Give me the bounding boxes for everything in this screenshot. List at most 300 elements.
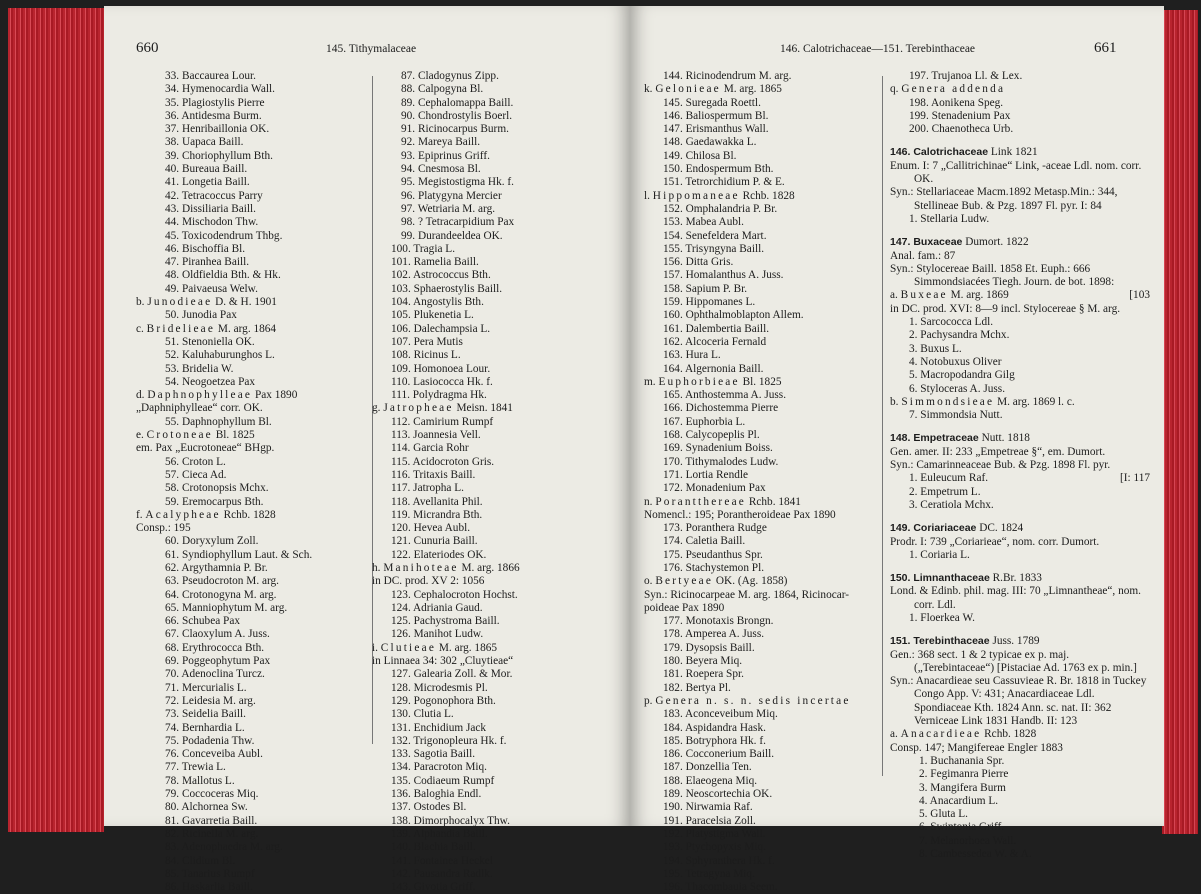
entry-text: 44. Mischodon Thw. [165,216,259,229]
entry-line [136,682,376,695]
entry-text: 73. Seidelia Baill. [165,708,246,721]
entry-text: 106. Dalechampsia L. [391,322,491,335]
entry-text: Rchb. 1841 [748,495,801,508]
entry-text: 82. Ricinella M. arg. [165,827,259,840]
entry-line [890,123,1150,136]
entry-text: 139. Alphandia Baill. [391,827,488,840]
entry-text: 177. Monotaxis Brongn. [663,615,774,628]
entry-text: 198. Aonikena Speg. [909,96,1004,109]
family-name: 146. Calotrichaceae [890,146,989,159]
entry-text: 90. Chondrostylis Boerl. [401,109,513,122]
entry-line [890,821,1150,834]
entry-line [372,735,624,748]
entry-line [136,482,376,495]
entry-line [644,522,884,535]
entry-line [890,848,1150,861]
page-edges-right [1162,10,1198,834]
entry-text: 132. Trigonopleura Hk. f. [391,734,507,747]
entry-text: Syn.: Stellariaceae Macm.1892 Metasp.Min.: 344, Stellineae Bub. & Pzg. 1897 Fl. pyr. I: 84 [890,186,1118,212]
entry-line [644,136,884,149]
entry-text: 186. Cocconerium Baill. [663,748,775,761]
entry-line [890,795,1150,808]
entry-text: 67. Claoxylum A. Juss. [165,628,270,641]
entry-line [372,442,624,455]
entry-text: Lond. & Edinb. phil. mag. III: 70 „Limnantheae“, nom. corr. Ldl. [890,585,1141,611]
entry-line [136,575,376,588]
entry-line [372,615,624,628]
entry-line [890,356,1150,369]
entry-text: 183. Aconceveibum Miq. [663,708,778,721]
entry-text: 137. Ostodes Bl. [391,801,467,814]
entry-line [644,283,884,296]
entry-line [372,509,624,522]
entry-text: 7. Simmondsia Nutt. [909,409,1003,422]
entry-text: D. & H. 1901 [215,296,277,309]
page-number: 660 [136,40,159,56]
entry-line [136,496,376,509]
entry-text: 84. Clidium Bl. [165,854,236,867]
entry-text: 121. Cunuria Baill. [391,535,478,548]
entry-text: 172. Monadenium Pax [663,482,766,495]
entry-line [890,110,1150,123]
entry-text: in Linnaea 34: 302 „Cluytieae“ [372,655,514,668]
entry-line [644,841,884,854]
entry-line [372,575,624,588]
entry-line [136,748,376,761]
entry-line [136,309,376,322]
entry-line [372,216,624,229]
entry-line [890,835,1150,848]
entry-line [644,97,884,110]
entry-text: 140. Blachia Baill. [391,841,476,854]
entry-text: 1. Stellaria Ludw. [909,212,990,225]
entry-line [136,469,376,482]
entry-line [136,761,376,774]
entry-line [644,881,884,894]
entry-line [372,363,624,376]
entry-line [890,649,1150,676]
entry-line [136,522,376,535]
entry-line [372,243,624,256]
tribe-name: Junodieae [147,296,213,309]
entry-text: 119. Micrandra Bth. [391,508,483,521]
entry-line [644,402,884,415]
right-page [630,6,1164,894]
entry-text: 66. Schubea Pax [165,615,240,628]
entry-line [644,296,884,309]
entry-line [372,429,624,442]
entry-text: 50. Junodia Pax [165,309,237,322]
entry-text: 64. Crotonogyna M. arg. [165,588,277,601]
entry-text: Anal. fam.: 87 [890,249,956,262]
tribe-letter: m. [644,375,656,388]
entry-text: DC. 1824 [979,522,1024,535]
entry-line [372,628,624,641]
entry-text: 2. Empetrum L. [909,485,981,498]
tribe-heading [644,190,884,203]
entry-text: 114. Garcia Rohr [391,442,469,455]
entry-line [136,735,376,748]
entry-text: Pax 1890 [254,389,298,402]
entry-text: 138. Dimorphocalyx Thw. [391,814,510,827]
entry-line [644,668,884,681]
entry-line [644,868,884,881]
entry-text: 40. Bureaua Baill. [165,163,248,176]
entry-line [136,336,376,349]
tribe-letter: a. [890,728,898,741]
entry-line [136,828,376,841]
left-page [104,6,630,894]
entry-text: 96. Platygyna Mercier [401,189,502,202]
entry-line [890,329,1150,342]
entry-text: 4. Anacardium L. [919,794,999,807]
entry-text: Link 1821 [990,146,1038,159]
entry-line [372,881,624,894]
entry-text: 8. Cambessedea W. & A. [919,848,1032,861]
entry-line [644,482,884,495]
entry-text: 69. Poggeophytum Pax [165,655,271,668]
entry-line [136,642,376,655]
tribe-letter: i. [372,641,378,654]
tribe-heading [890,396,1150,409]
entry-text: Gen.: 368 sect. 1 & 2 typicae ex p. maj. („Terebintaceae“) [Pistaciae Ad. 1763 ex p. min.] [890,648,1137,674]
entry-line [372,283,624,296]
entry-line [136,70,376,83]
entry-text: 48. Oldfieldia Bth. & Hk. [165,269,281,282]
tribe-letter: l. [644,189,650,202]
entry-text: 127. Galearia Zoll. & Mor. [391,668,513,681]
entry-line [644,349,884,362]
entry-text: 6. Swintonia Griff. [919,821,1005,834]
entry-text: 98. ? Tetracarpidium Pax [401,216,515,229]
entry-text: 41. Longetia Baill. [165,176,250,189]
entry-line [372,748,624,761]
entry-text: Syn.: Camarinneaceae Bub. & Pzg. 1898 Fl. pyr. [890,459,1111,472]
entry-line [372,456,624,469]
entry-text: 135. Codiaeum Rumpf [391,774,495,787]
entry-text: 193. Ptychopyxis Miq. [663,841,766,854]
entry-line [136,123,376,136]
entry-line [372,682,624,695]
entry-text: 42. Tetracoccus Parry [165,189,263,202]
tribe-heading [644,376,884,389]
entry-text: Bl. 1825 [742,375,782,388]
entry-line [644,203,884,216]
tribe-heading [136,429,376,442]
entry-text: 143. Givotia Griff. [391,881,476,894]
entry-line [890,486,1150,499]
line-continuation: [I: 117 [1119,472,1150,485]
entry-text: 76. Conceveiba Aubl. [165,748,263,761]
entry-text: Bl. 1825 [215,429,255,442]
family-name: 148. Empetraceae [890,432,979,445]
entry-line [644,602,884,615]
entry-line [644,469,884,482]
entry-line [136,283,376,296]
entry-line [890,383,1150,396]
entry-line [136,349,376,362]
entry-text: 3. Buxus L. [909,342,962,355]
entry-text: 5. Gluta L. [919,808,968,821]
entry-line [372,389,624,402]
entry-line [136,775,376,788]
family-heading [890,635,1150,648]
entry-text: 166. Dichostemma Pierre [663,402,779,415]
entry-text: 192. Platystigma Wall. [663,827,766,840]
entry-line [136,176,376,189]
entry-text: 49. Paivaeusa Welw. [165,282,258,295]
entry-line [136,190,376,203]
entry-text: 181. Roepera Spr. [663,668,744,681]
entry-line [644,642,884,655]
entry-line [890,409,1150,422]
entry-text: 94. Cnesmosa Bl. [401,163,481,176]
entry-line [372,815,624,828]
entry-text: 56. Croton L. [165,455,226,468]
line-continuation: [103 [1129,289,1150,302]
entry-line [372,855,624,868]
entry-line [644,456,884,469]
entry-text: 160. Ophthalmoblapton Allem. [663,309,804,322]
tribe-name: Genera n. s. n. sedis incertae [655,694,851,707]
tribe-letter: h. [372,561,381,574]
family-heading [890,432,1150,445]
tribe-letter: f. [136,508,143,521]
entry-line [372,841,624,854]
entry-line [644,442,884,455]
entry-line [136,216,376,229]
entry-line [644,628,884,641]
entry-text: 200. Chaenotheca Urb. [909,123,1014,136]
entry-text: 149. Chilosa Bl. [663,149,737,162]
entry-text: 100. Tragia L. [391,242,456,255]
entry-text: Juss. 1789 [992,635,1040,648]
entry-line [136,695,376,708]
entry-line [136,376,376,389]
entry-text: 196. Thacombauia Seem. [663,881,778,894]
entry-text: Consp.: 195 [136,522,191,535]
entry-text: 168. Calycopeplis Pl. [663,429,760,442]
entry-text: Nutt. 1818 [981,432,1030,445]
entry-text: 78. Mallotus L. [165,774,235,787]
entry-text: 97. Wetriaria M. arg. [401,202,496,215]
entry-text: 199. Stenadenium Pax [909,109,1011,122]
entry-text: 117. Jatropha L. [391,482,464,495]
entry-line [136,602,376,615]
tribe-letter: g. [372,402,381,415]
entry-text: 95. Megistostigma Hk. f. [401,176,514,189]
entry-text: 173. Poranthera Rudge [663,522,767,535]
tribe-heading [372,642,624,655]
entry-text: Syn.: Stylocereae Baill. 1858 Et. Euph.: 666 Simmondsiacées Tiegh. Journ. de bot. 1898: [890,262,1115,289]
tribe-letter: e. [136,429,144,442]
entry-text: 176. Stachystemon Pl. [663,561,765,574]
tribe-letter: p. [644,694,653,707]
family-name: 150. Limnanthaceae [890,572,990,585]
tribe-letter: d. [136,389,145,402]
entry-text: Rchb. 1828 [223,508,276,521]
entry-text: in DC. prod. XV 2: 1056 [372,575,485,588]
tribe-heading [136,323,376,336]
entry-line [890,742,1150,755]
family-name: 149. Coriariaceae [890,522,977,535]
entry-line [136,655,376,668]
entry-line [890,549,1150,562]
entry-text: 33. Baccaurea Lour. [165,70,256,82]
entry-line [644,615,884,628]
entry-text: 1. Coriaria L. [909,548,970,561]
entry-line [644,535,884,548]
entry-line [372,376,624,389]
entry-text: 59. Eremocarpus Bth. [165,495,264,508]
entry-line [372,349,624,362]
entry-text: 103. Sphaerostylis Baill. [391,282,503,295]
entry-text: 74. Bernhardia L. [165,721,245,734]
page-number: 661 [1094,40,1117,56]
tribe-letter: k. [644,83,653,96]
entry-text: 126. Manihot Ludw. [391,628,484,641]
entry-line [644,389,884,402]
entry-text: 150. Endospermum Bth. [663,163,774,176]
entry-text: 2. Pachysandra Mchx. [909,329,1010,342]
entry-text: 184. Aspidandra Hask. [663,721,766,734]
entry-line [372,496,624,509]
entry-line [372,801,624,814]
entry-text: M. arg. 1866 [461,561,520,574]
entry-text: 169. Synadenium Boiss. [663,442,773,455]
entry-line [136,615,376,628]
tribe-heading [644,695,884,708]
entry-text: Rchb. 1828 [984,728,1037,741]
entry-text: 80. Alchornea Sw. [165,801,248,814]
entry-line [644,309,884,322]
entry-line [136,562,376,575]
entry-line [644,761,884,774]
entry-text: Nomencl.: 195; Porantheroideae Pax 1890 [644,508,836,521]
tribe-letter: n. [644,495,653,508]
entry-text: 161. Dalembertia Baill. [663,322,770,335]
entry-line [644,722,884,735]
entry-text: 3. Mangifera Burm [919,781,1006,794]
entry-text: 131. Enchidium Jack [391,721,487,734]
tribe-letter: b. [890,395,899,408]
entry-text: 2. Fegimanra Pierre [919,768,1009,781]
entry-line [644,735,884,748]
tribe-name: Crotoneae [146,429,213,442]
entry-line [372,150,624,163]
entry-line [372,190,624,203]
entry-line [372,522,624,535]
entry-text: 147. Erismanthus Wall. [663,123,769,136]
entry-text: 115. Acidocroton Gris. [391,455,495,468]
entry-text: 72. Leidesia M. arg. [165,694,256,707]
entry-text: 122. Elateriodes OK. [391,548,487,561]
entry-line [136,97,376,110]
entry-line [136,163,376,176]
tribe-letter: q. [890,83,899,96]
entry-line [372,482,624,495]
entry-line [136,203,376,216]
entry-line [644,416,884,429]
running-header: 145. Tithymalaceae [326,43,417,55]
entry-line [372,83,624,96]
entry-text: 157. Homalanthus A. Juss. [663,269,784,282]
entry-line [372,336,624,349]
entry-line [890,213,1150,226]
entry-text: 79. Coccoceras Miq. [165,788,259,801]
entry-text: 36. Antidesma Burm. [165,109,262,122]
entry-text: 37. Henribaillonia OK. [165,123,270,136]
tribe-name: Genera addenda [901,83,1006,96]
running-header: 146. Calotrichaceae—151. Terebinthaceae [780,43,976,55]
entry-line [890,755,1150,768]
family-heading [890,236,1150,249]
entry-line [890,585,1150,612]
entry-text: Prodr. I: 739 „Coriarieae“, nom. corr. Dumort. [890,535,1100,548]
entry-text: Consp. 147; Mangifereae Engler 1883 [890,741,1063,754]
entry-line [890,768,1150,781]
entry-line [372,416,624,429]
entry-text: 158. Sapium P. Br. [663,282,748,295]
entry-line [372,176,624,189]
entry-text: 162. Alcoceria Fernald [663,335,767,348]
tribe-heading [890,728,1150,741]
entry-text: 112. Camirium Rumpf [391,415,494,428]
family-name: 147. Buxaceae [890,236,963,249]
entry-text: 156. Ditta Gris. [663,256,734,269]
entry-text: em. Pax „Eucrotoneae“ BHgp. [136,442,275,455]
entry-text: 77. Trewia L. [165,761,226,774]
entry-line [644,243,884,256]
entry-line [890,499,1150,512]
entry-text: 4. Notobuxus Oliver [909,355,1002,368]
entry-line [136,628,376,641]
entry-text: OK. (Ag. 1858) [715,575,788,588]
entry-text: M. arg. 1865 [723,83,782,96]
entry-line [890,782,1150,795]
entry-text: 155. Trisyngyna Baill. [663,242,765,255]
entry-text: 65. Manniophytum M. arg. [165,601,288,614]
entry-text: 70. Adenoclina Turcz. [165,668,265,681]
entry-line [372,788,624,801]
entry-text: 151. Tetrorchidium P. & E. [663,176,785,189]
tribe-heading [136,389,376,402]
entry-line [372,775,624,788]
tribe-heading [136,509,376,522]
entry-line [890,675,1150,728]
entry-text: 60. Doryxylum Zoll. [165,535,259,548]
entry-line [890,459,1150,472]
tribe-name: Hippomaneae [652,189,740,202]
entry-text: 104. Angostylis Bth. [391,296,484,309]
entry-text: 38. Uapaca Baill. [165,136,244,149]
entry-text: Meisn. 1841 [456,402,513,415]
entry-text: 144. Ricinodendrum M. arg. [663,70,792,82]
entry-text: 116. Tritaxis Baill. [391,468,476,481]
entry-column [644,70,884,894]
entry-text: 88. Calpogyna Bl. [401,83,484,96]
tribe-letter: o. [644,575,653,588]
entry-text: 180. Beyera Miq. [663,655,743,668]
entry-text: 134. Paracroton Miq. [391,761,488,774]
entry-line [372,323,624,336]
entry-line [372,535,624,548]
entry-line [644,801,884,814]
entry-line [136,243,376,256]
entry-text: 61. Syndiophyllum Laut. & Sch. [165,548,313,561]
entry-line [372,163,624,176]
entry-text: 1. Sarcococca Ldl. [909,316,994,329]
